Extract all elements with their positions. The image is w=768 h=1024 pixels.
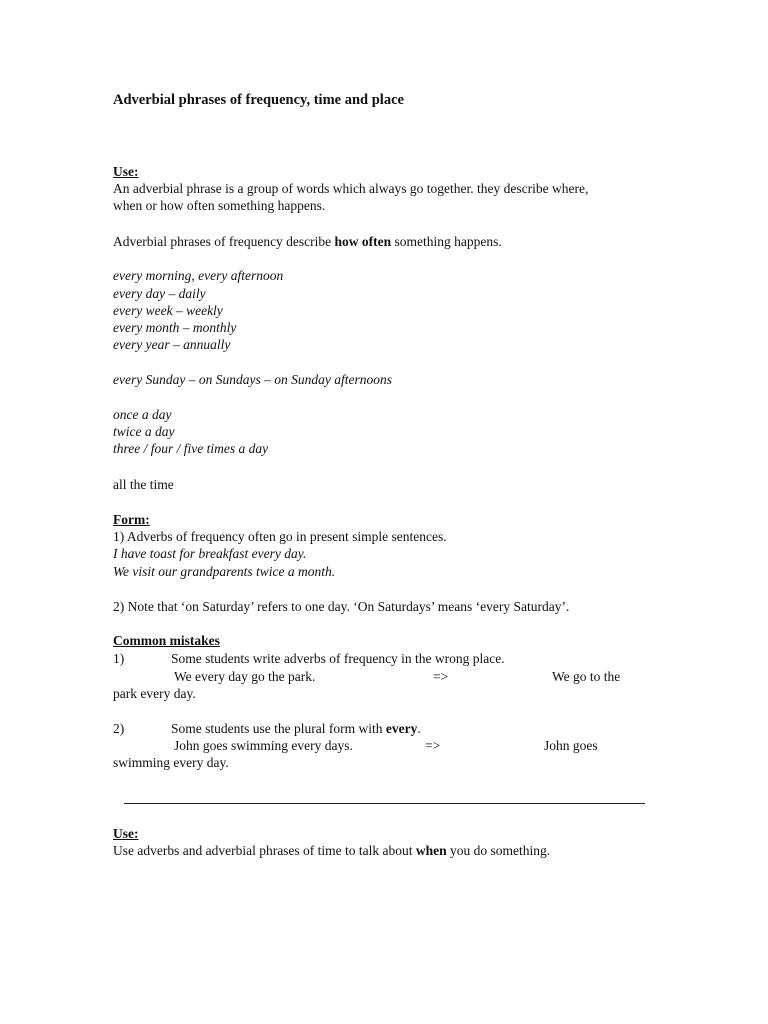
- section-divider: [124, 803, 645, 804]
- time-description-pre: Use adverbs and adverbial phrases of time to talk about: [113, 843, 416, 858]
- mistake-1-right-b: park every day.: [113, 686, 196, 701]
- frequency-description-post: something happens.: [391, 234, 502, 249]
- mistake-1-number: 1): [113, 651, 125, 666]
- example-phrase: every morning, every afternoon: [113, 268, 284, 283]
- mistake-1-arrow: =>: [433, 669, 449, 684]
- all-the-time: all the time: [113, 477, 174, 492]
- frequency-description-bold: how often: [334, 234, 392, 249]
- form-example-2: We visit our grandparents twice a month.: [113, 564, 336, 579]
- example-phrase: three / four / five times a day: [113, 441, 269, 456]
- example-phrase: every month – monthly: [113, 320, 237, 335]
- example-sunday: every Sunday – on Sundays – on Sunday afternoons: [113, 372, 392, 387]
- mistake-1-right-a: We go to the: [552, 669, 621, 684]
- mistake-2-text-post: .: [417, 721, 421, 736]
- time-description-bold: when: [415, 843, 447, 858]
- use-heading: Use:: [113, 164, 139, 179]
- form-heading: Form:: [113, 512, 150, 527]
- example-phrase: every year – annually: [113, 337, 231, 352]
- mistake-2-right-a: John goes: [544, 738, 598, 753]
- example-phrase: once a day: [113, 407, 172, 422]
- mistake-2-number: 2): [113, 721, 125, 736]
- mistake-2-text-bold: every: [385, 721, 418, 736]
- intro-line-1: An adverbial phrase is a group of words which always go together. they describe where,: [113, 181, 589, 196]
- mistake-2-text-pre: Some students use the plural form with: [171, 721, 386, 736]
- form-example-1: I have toast for breakfast every day.: [113, 546, 307, 561]
- mistake-2-right-b: swimming every day.: [113, 755, 229, 770]
- frequency-description: [113, 233, 502, 250]
- time-description: [113, 842, 550, 859]
- intro-line-2: when or how often something happens.: [113, 198, 326, 213]
- mistakes-heading: Common mistakes: [113, 633, 220, 648]
- frequency-description-pre: Adverbial phrases of frequency describe: [113, 234, 335, 249]
- page-title: Adverbial phrases of frequency, time and place: [113, 92, 404, 108]
- example-phrase: twice a day: [113, 424, 175, 439]
- form-line-1: 1) Adverbs of frequency often go in present simple sentences.: [113, 529, 447, 544]
- mistake-2-wrong: John goes swimming every days.: [174, 738, 353, 753]
- mistake-2-arrow: =>: [425, 738, 441, 753]
- mistake-2-text: [171, 720, 421, 737]
- mistake-1-text: Some students write adverbs of frequency in the wrong place.: [171, 651, 505, 666]
- form-note: 2) Note that ‘on Saturday’ refers to one day. ‘On Saturdays’ means ‘every Saturday’.: [113, 599, 570, 614]
- time-description-post: you do something.: [446, 843, 551, 858]
- example-phrase: every day – daily: [113, 286, 206, 301]
- use-heading-time: Use:: [113, 826, 139, 841]
- example-phrase: every week – weekly: [113, 303, 223, 318]
- mistake-1-wrong: We every day go the park.: [174, 669, 316, 684]
